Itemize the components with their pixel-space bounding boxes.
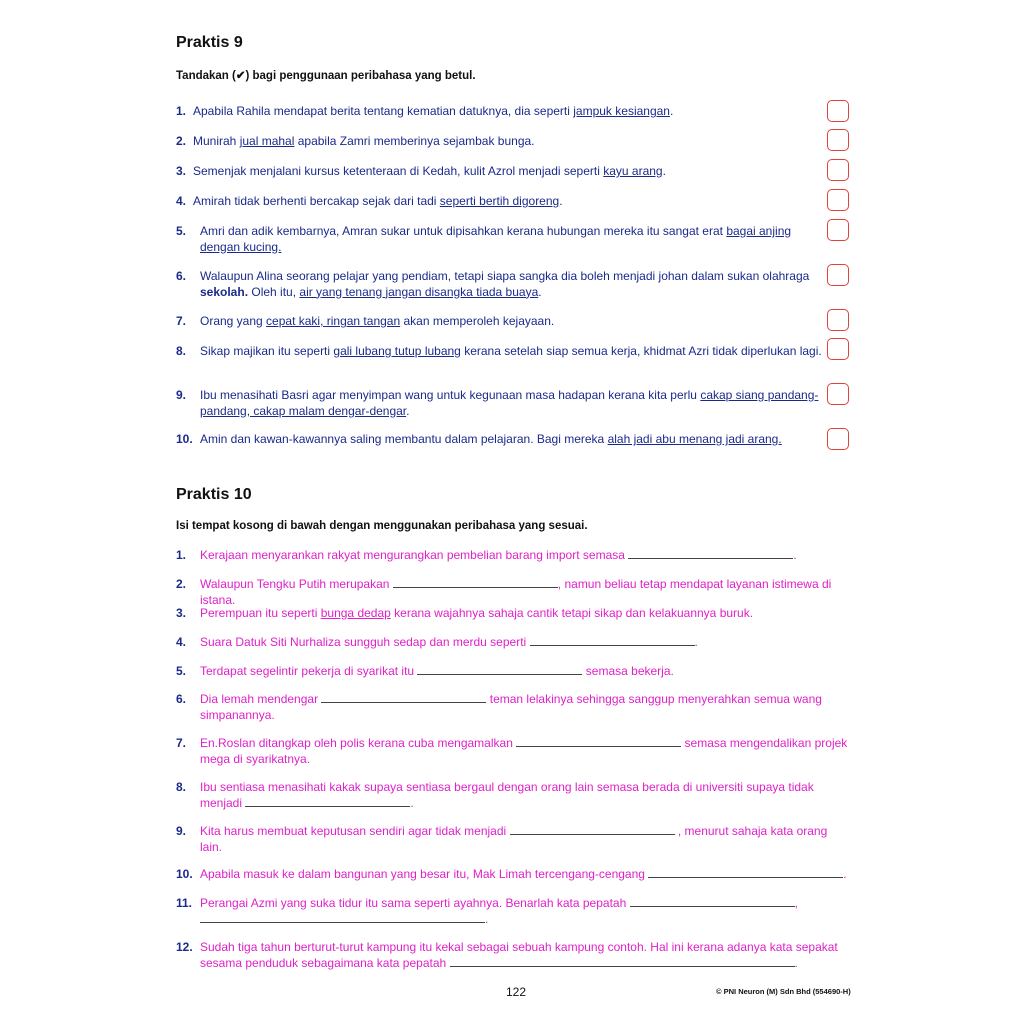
praktis-9-item (176, 269, 826, 300)
answer-blank[interactable] (245, 796, 410, 807)
copyright-notice: © PNI Neuron (M) Sdn Bhd (554690-H) (716, 987, 851, 996)
item-text (176, 104, 826, 120)
sentence-text: Sudah tiga tahun berturut-turut kampung itu kekal sebagai sebuah kampung contoh. Hal ini kerana adanya kata sepakat sesama penduduk sebagaimana kata pepatah (200, 940, 838, 970)
sentence-text: Orang yang (200, 314, 267, 328)
answer-blank[interactable] (200, 912, 485, 923)
praktis-9-item (176, 344, 826, 360)
sentence-text: Amirah tidak berhenti bercakap sejak dari tadi (193, 194, 440, 208)
answer-checkbox[interactable] (827, 189, 849, 211)
bold-text: sekolah. (200, 284, 249, 299)
sentence-end: . (669, 104, 674, 118)
item-number: 12. (176, 940, 193, 954)
answer-checkbox[interactable] (827, 100, 849, 122)
item-number: 7. (176, 736, 187, 750)
sentence-end: teman lelakinya sehingga sanggup menyerahkan semua wang simpanannya. (200, 692, 822, 722)
praktis-10-instruction: Isi tempat kosong di bawah dengan menggunakan peribahasa yang sesuai. (176, 520, 588, 532)
item-text (176, 314, 826, 330)
sentence-end: apabila Zamri memberinya sejambak bunga. (294, 134, 535, 148)
sentence-end: . (410, 795, 414, 810)
praktis-10-item (176, 635, 848, 651)
peribahasa-underlined: air yang tenang jangan disangka tiada buaya (299, 284, 539, 299)
praktis-10-item (176, 692, 848, 723)
answer-blank[interactable] (648, 867, 843, 878)
item-text (176, 635, 848, 651)
peribahasa-underlined: alah jadi abu menang jadi arang. (607, 432, 782, 446)
praktis-9-instruction: Tandakan (✔) bagi penggunaan peribahasa yang betul. (176, 70, 476, 82)
item-number: 5. (176, 664, 187, 678)
praktis-10-item (176, 664, 848, 680)
answer-checkbox[interactable] (827, 129, 849, 151)
peribahasa-underlined: bagai anjing dengan kucing. (200, 224, 792, 254)
item-text (176, 224, 826, 255)
answer-blank[interactable] (417, 664, 582, 675)
answer-checkbox[interactable] (827, 428, 849, 450)
item-text (176, 867, 848, 883)
answer-blank[interactable] (530, 635, 695, 646)
item-number: 2. (176, 134, 187, 148)
peribahasa-underlined: jual mahal (239, 134, 295, 148)
praktis-10-item (176, 548, 848, 564)
praktis-9-heading: Praktis 9 (176, 34, 243, 51)
sentence-end: . (794, 955, 798, 970)
sentence-end: . (538, 284, 542, 299)
sentence-text: Semenjak menjalani kursus ketenteraan di Kedah, kulit Azrol menjadi seperti (193, 164, 604, 178)
item-number: 1. (176, 104, 187, 118)
item-number: 3. (176, 164, 187, 178)
answer-checkbox[interactable] (827, 219, 849, 241)
item-number: 4. (176, 635, 187, 649)
sentence-end: semasa mengendalikan projek mega di syarikatnya. (200, 736, 848, 766)
praktis-9-item (176, 194, 826, 210)
sentence-end: kerana wajahnya sahaja cantik tetapi sikap dan kelakuannya buruk. (390, 606, 754, 620)
item-number: 6. (176, 692, 187, 706)
item-text (176, 432, 826, 448)
item-text (176, 664, 848, 680)
praktis-9-item (176, 164, 826, 180)
praktis-10-item (176, 867, 848, 883)
praktis-10-item (176, 577, 848, 608)
answer-blank[interactable] (510, 824, 675, 835)
item-text (176, 194, 826, 210)
sentence-text: En.Roslan ditangkap oleh polis kerana cuba mengamalkan (200, 736, 517, 750)
item-number: 8. (176, 344, 187, 358)
answer-blank[interactable] (516, 736, 681, 747)
item-text (176, 134, 826, 150)
item-number: 8. (176, 780, 187, 794)
item-text (176, 692, 848, 723)
sentence-end: , menurut sahaja kata orang lain. (200, 824, 828, 854)
sentence-text: Walaupun Tengku Putih merupakan (200, 577, 393, 591)
item-text (176, 896, 848, 927)
page-number: 122 (506, 985, 527, 999)
item-number: 1. (176, 548, 187, 562)
sentence-end: . (793, 548, 797, 562)
answer-blank[interactable] (321, 692, 486, 703)
sentence-end: . (843, 867, 847, 881)
praktis-10-item (176, 824, 848, 855)
sentence-text: Ibu sentiasa menasihati kakak supaya sentiasa bergaul dengan orang lain semasa berada di universiti supaya tidak menjadi (200, 780, 814, 810)
praktis-9-item (176, 432, 826, 448)
item-text (176, 548, 848, 564)
sentence-text: Apabila masuk ke dalam bangunan yang besar itu, Mak Limah tercengang-cengang (200, 867, 649, 881)
sentence-end: , (794, 896, 798, 910)
sentence-end: . (559, 194, 563, 208)
sentence-end: kerana setelah siap semua kerja, khidmat Azri tidak diperlukan lagi. (460, 344, 822, 358)
praktis-9-item (176, 388, 826, 419)
item-number: 10. (176, 867, 193, 881)
praktis-9-item (176, 314, 826, 330)
praktis-10-item (176, 940, 848, 971)
item-number: 4. (176, 194, 187, 208)
praktis-10-item (176, 736, 848, 767)
peribahasa-underlined: jampuk kesiangan (573, 104, 670, 118)
praktis-9-item (176, 224, 826, 255)
item-text (176, 344, 826, 360)
sentence-text: Kerajaan menyarankan rakyat mengurangkan pembelian barang import semasa (200, 548, 629, 562)
sentence-text: Walaupun Alina seorang pelajar yang pendiam, tetapi siapa sangka dia boleh menjadi johan dalam sukan olahraga (200, 269, 810, 283)
peribahasa-underlined: seperti bertih digoreng (439, 194, 560, 208)
sentence-text: Terdapat segelintir pekerja di syarikat itu (200, 664, 418, 678)
item-number: 3. (176, 606, 187, 620)
answer-blank[interactable] (630, 896, 795, 907)
praktis-10-item (176, 606, 848, 622)
item-number: 9. (176, 824, 187, 838)
sentence-text: Amin dan kawan-kawannya saling membantu dalam pelajaran. Bagi mereka (200, 432, 608, 446)
peribahasa-underlined: bunga dedap (320, 606, 391, 620)
item-number: 11. (176, 896, 193, 910)
sentence-text: Oleh itu, (248, 284, 300, 299)
sentence-end: akan memperoleh kejayaan. (400, 314, 555, 328)
sentence-text: Sikap majikan itu seperti (200, 344, 334, 358)
answer-checkbox[interactable] (827, 383, 849, 405)
answer-blank[interactable] (628, 548, 793, 559)
item-text (176, 824, 848, 855)
sentence-end: . (485, 911, 489, 926)
answer-checkbox[interactable] (827, 159, 849, 181)
sentence-text: Perangai Azmi yang suka tidur itu sama seperti ayahnya. Benarlah kata pepatah (200, 896, 630, 910)
item-number: 9. (176, 388, 187, 402)
item-text (176, 269, 826, 300)
answer-checkbox[interactable] (827, 309, 849, 331)
answer-blank[interactable] (393, 577, 558, 588)
sentence-end: . (406, 403, 410, 418)
sentence-end: . (694, 635, 698, 649)
sentence-text: Munirah (193, 134, 240, 148)
item-text (176, 164, 826, 180)
sentence-end: . (662, 164, 666, 178)
item-text (176, 606, 848, 622)
item-text (176, 940, 848, 971)
item-text (176, 577, 848, 608)
sentence-text: Dia lemah mendengar (200, 692, 322, 706)
item-number: 10. (176, 432, 193, 446)
peribahasa-underlined: gali lubang tutup lubang (333, 344, 461, 358)
item-number: 2. (176, 577, 187, 591)
sentence-end: semasa bekerja. (582, 664, 674, 678)
praktis-9-item (176, 134, 826, 150)
item-text (176, 388, 826, 419)
item-text (176, 736, 848, 767)
item-number: 6. (176, 269, 187, 283)
peribahasa-underlined: cakap siang pandang-pandang, cakap malam dengar-dengar (200, 388, 819, 418)
praktis-9-item (176, 104, 826, 120)
peribahasa-underlined: cepat kaki, ringan tangan (266, 314, 401, 328)
item-number: 7. (176, 314, 187, 328)
item-text (176, 780, 848, 811)
peribahasa-underlined: kayu arang (603, 164, 663, 178)
sentence-text: Suara Datuk Siti Nurhaliza sungguh sedap dan merdu seperti (200, 635, 530, 649)
praktis-10-item (176, 896, 848, 927)
sentence-text: Kita harus membuat keputusan sendiri agar tidak menjadi (200, 824, 510, 838)
sentence-text: Amri dan adik kembarnya, Amran sukar untuk dipisahkan kerana hubungan mereka itu sangat erat (200, 224, 727, 238)
sentence-text: Perempuan itu seperti (200, 606, 321, 620)
praktis-10-item (176, 780, 848, 811)
sentence-text: Apabila Rahila mendapat berita tentang kematian datuknya, dia seperti (193, 104, 574, 118)
praktis-10-heading: Praktis 10 (176, 486, 252, 503)
sentence-text: Ibu menasihati Basri agar menyimpan wang untuk kegunaan masa hadapan kerana kita perlu (200, 388, 701, 402)
answer-blank[interactable] (450, 956, 795, 967)
answer-checkbox[interactable] (827, 264, 849, 286)
item-number: 5. (176, 224, 187, 238)
sentence-end: , namun beliau tetap mendapat layanan istimewa di istana. (200, 577, 832, 607)
answer-checkbox[interactable] (827, 338, 849, 360)
